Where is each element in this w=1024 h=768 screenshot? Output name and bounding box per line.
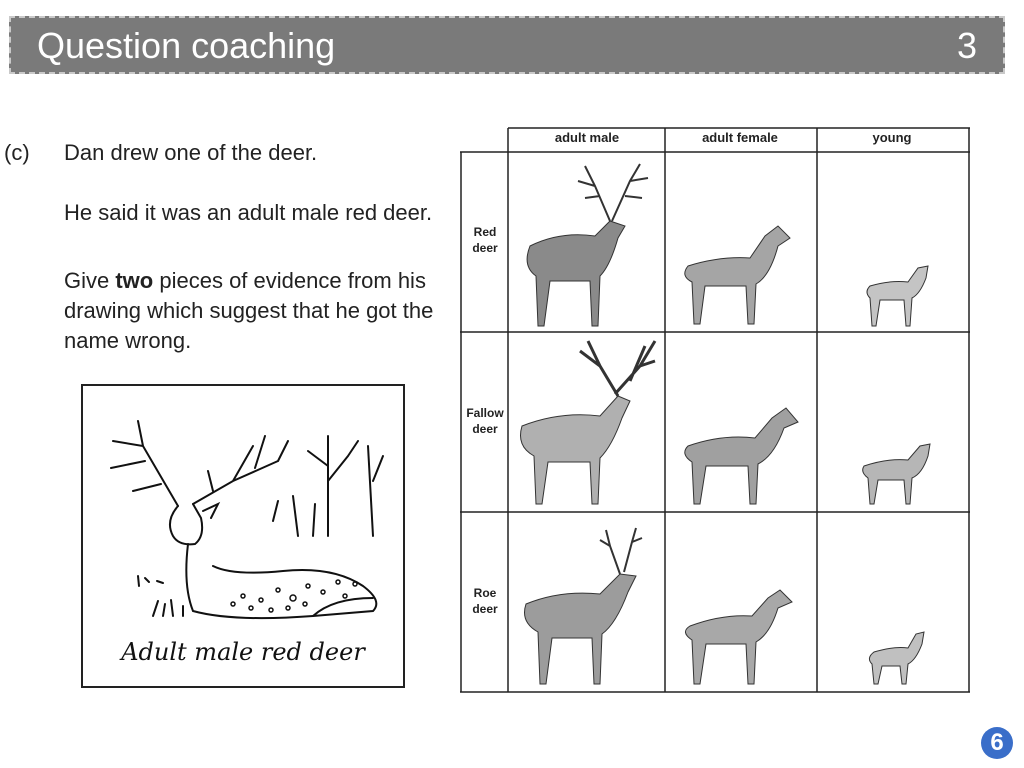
question-prompt <box>64 266 434 356</box>
prompt-start: Give <box>64 268 116 293</box>
row-header-red-deer <box>461 224 509 256</box>
deer-table-grid <box>460 126 972 696</box>
header-banner <box>9 16 1005 74</box>
row-header-red-line1: Red <box>473 225 497 239</box>
col-header-adult-female: adult female <box>702 130 778 145</box>
row-header-roe-line1: Roe <box>473 586 497 600</box>
question-claim: He said it was an adult male red deer. <box>64 200 433 225</box>
prompt-emphasis: two <box>115 268 154 293</box>
row-header-fallow-line1: Fallow <box>466 406 504 420</box>
roe-deer-young-image <box>869 632 924 684</box>
col-header-young: young <box>872 130 912 145</box>
fallow-deer-male-image <box>521 341 656 504</box>
row-header-red-line2: deer <box>472 241 498 255</box>
row-header-roe-deer <box>461 585 509 617</box>
slide-number-badge: 6 <box>981 727 1013 759</box>
row-header-fallow-deer <box>461 405 509 437</box>
fallow-deer-female-image <box>685 408 798 504</box>
roe-deer-male-image <box>525 528 643 684</box>
question-number: 3 <box>956 25 977 66</box>
red-deer-female-image <box>685 226 790 324</box>
row-header-roe-line2: deer <box>472 602 498 616</box>
page-title: Question coaching <box>37 25 336 66</box>
roe-deer-female-image <box>685 590 792 684</box>
question-part-label: (c) <box>4 140 30 165</box>
question-statement: Dan drew one of the deer. <box>64 140 318 165</box>
row-header-fallow-line2: deer <box>472 422 498 436</box>
fallow-deer-young-image <box>863 444 930 504</box>
col-header-adult-male: adult male <box>554 130 620 145</box>
prompt-end: pieces of evidence from his drawing which suggest that he got the name wrong. <box>64 268 434 353</box>
dan-drawing <box>81 384 405 688</box>
red-deer-young-image <box>867 266 928 326</box>
drawing-caption: Adult male red deer <box>121 638 365 666</box>
red-deer-male-image <box>527 164 648 326</box>
